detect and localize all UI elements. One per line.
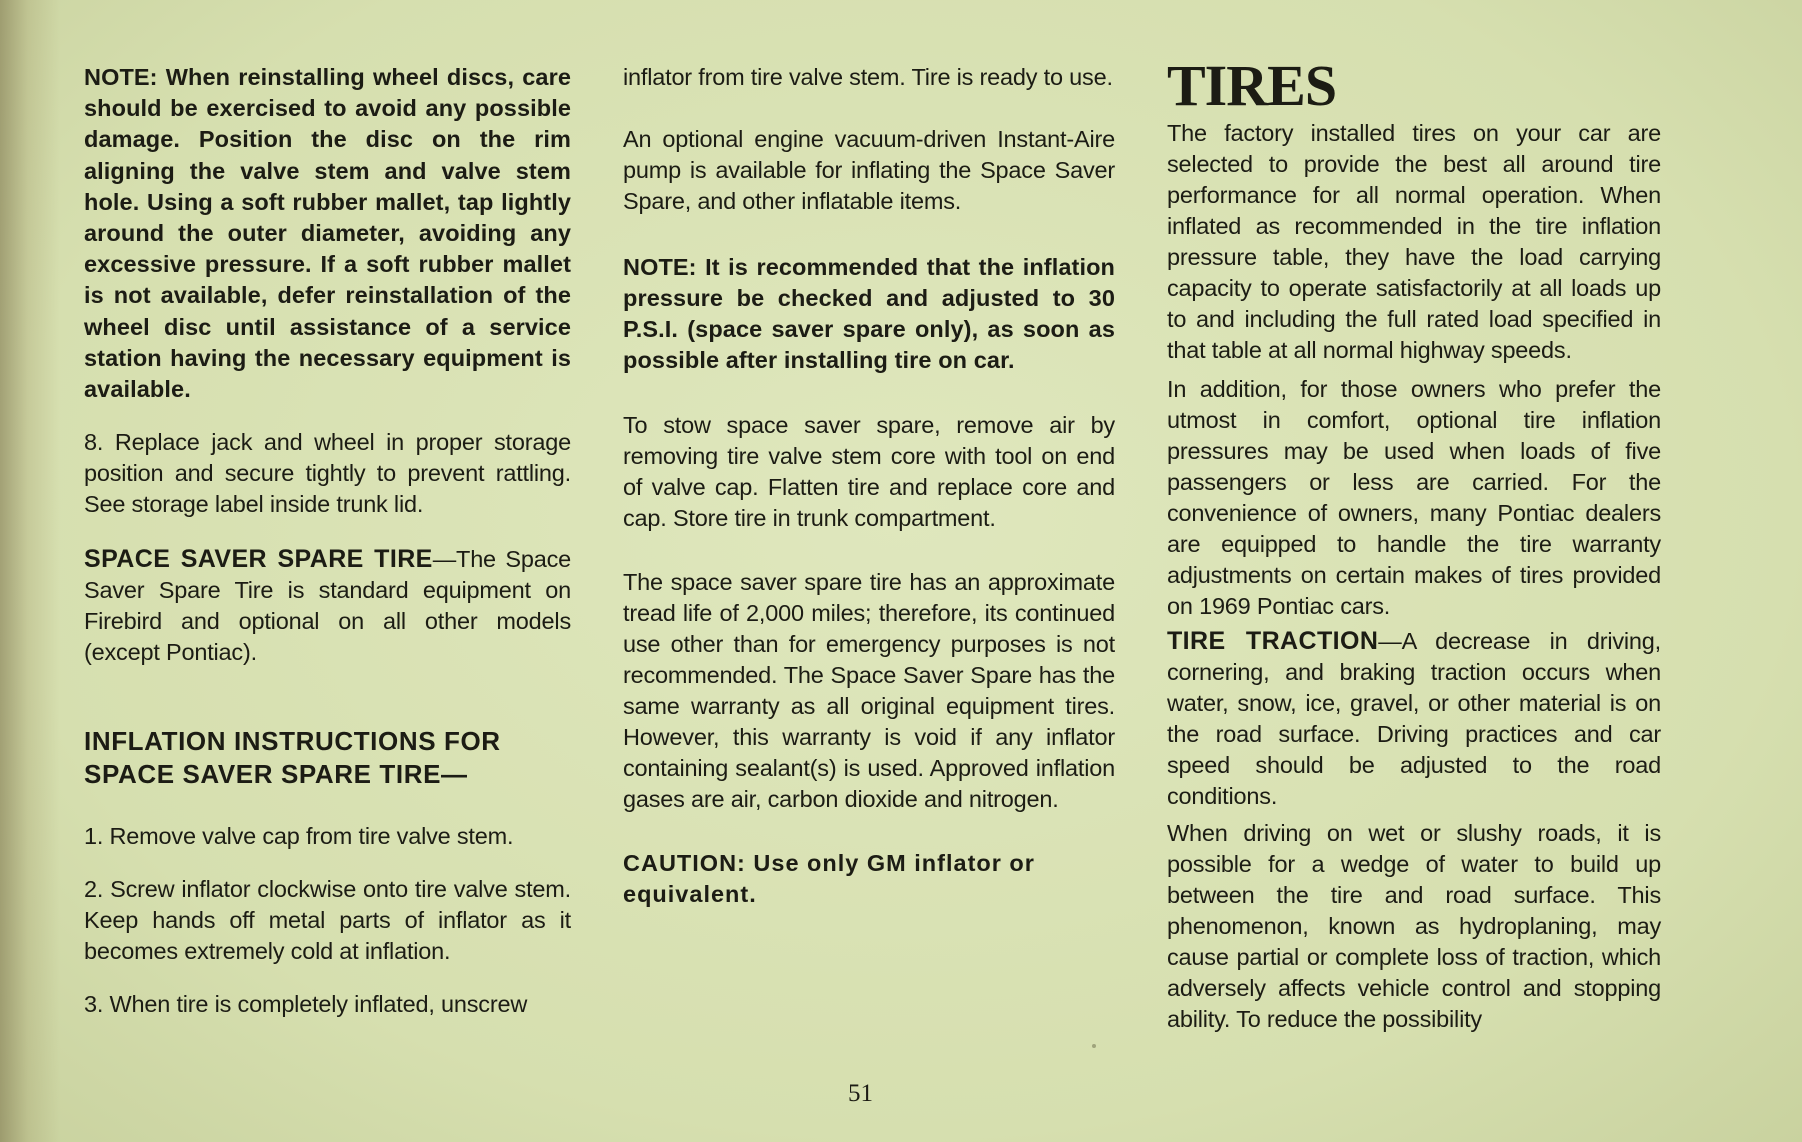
step-8-replace-jack: 8. Replace jack and wheel in proper storage position and secure tightly to prevent rattling. See storage label inside trunk lid. (84, 429, 571, 518)
tires-intro-paragraph: The factory installed tires on your car are selected to provide the best all around tire performance for all normal operation. When inflated as recommended in the tire inflation pressure table, they have the load carrying capacity to operate satisfactorily at all loads up to and including the full rated load specified in that table at all normal highway speeds. (1167, 120, 1661, 363)
tires-title: TIRES (1167, 53, 1337, 118)
instant-aire-paragraph: An optional engine vacuum-driven Instant-Aire pump is available for inflating the Space Saver Spare, and other inflatable items. (623, 126, 1115, 214)
space-saver-paragraph (84, 544, 571, 668)
right-column (1167, 53, 1661, 1035)
tire-traction-paragraph (1167, 626, 1661, 812)
note-wheel-discs: NOTE: When reinstalling wheel discs, care should be exercised to avoid any possible damage. Position the disc on the rim aligning the valve stem and valve stem hole. Using a soft rubber mallet, tap lightly around the outer diameter, avoiding any excessive pressure. If a soft rubber mallet is not available, defer reinstallation of the wheel disc until assistance of a service station having the necessary equipment is available. (84, 64, 571, 403)
inflation-heading-line-2: SPACE SAVER SPARE TIRE— (84, 759, 468, 790)
space-saver-body: —The Space Saver Spare Tire is standard equipment on Firebird and optional on all other models (except Pontiac). (84, 546, 571, 666)
inflator-continuation: inflator from tire valve stem. Tire is ready to use. (623, 64, 1113, 90)
step-3-unscrew: 3. When tire is completely inflated, unscrew (84, 991, 528, 1018)
comfort-paragraph: In addition, for those owners who prefer the utmost in comfort, optional tire inflation pressures may be used when loads of five passengers or less are carried. For the convenience of owners, many Pontiac dealers are equipped to handle the tire warranty adjustments on certain makes of tires provided on 1969 Pontiac cars. (1167, 376, 1661, 619)
space-saver-heading: SPACE SAVER SPARE TIRE (84, 545, 433, 574)
inflation-instructions-heading (84, 725, 571, 791)
tire-traction-heading: TIRE TRACTION (1167, 627, 1379, 655)
stow-spare-paragraph: To stow space saver spare, remove air by removing tire valve stem core with tool on end of valve cap. Flatten tire and replace core and cap. Store tire in trunk compartment. (623, 412, 1115, 531)
tire-traction-body: —A decrease in driving, cornering, and braking traction occurs when water, snow, ice, gravel, or other material is on the road surface. Driving practices and car speed should be adjusted to the road conditions. (1167, 628, 1661, 809)
step-2-screw-inflator: 2. Screw inflator clockwise onto tire valve stem. Keep hands off metal parts of inflator as it becomes extremely cold at inflation. (84, 876, 571, 965)
hydroplaning-paragraph: When driving on wet or slushy roads, it is possible for a wedge of water to build up between the tire and road surface. This phenomenon, known as hydroplaning, may cause partial or complete loss of traction, which adversely affects vehicle control and stopping ability. To reduce the possibility (1167, 820, 1661, 1032)
print-speck (1092, 1044, 1096, 1048)
page-number: 51 (848, 1080, 873, 1107)
inflation-heading-line-1: INFLATION INSTRUCTIONS FOR (84, 726, 501, 757)
note-inflation-pressure: NOTE: It is recommended that the inflation pressure be checked and adjusted to 30 P.S.I. (space saver spare only), as soon as possible after installing tire on car. (623, 254, 1115, 373)
step-1-remove-cap: 1. Remove valve cap from tire valve stem. (84, 823, 514, 850)
tread-life-paragraph: The space saver spare tire has an approximate tread life of 2,000 miles; therefore, its continued use other than for emergency purposes is not recommended. The Space Saver Spare has the same warranty as all original equipment tires. However, this warranty is void if any inflator containing sealant(s) is used. Approved inflation gases are air, carbon dioxide and nitrogen. (623, 569, 1115, 812)
middle-column (623, 62, 1115, 910)
left-column (84, 62, 571, 1020)
caution-inflator: CAUTION: Use only GM inflator or equivalent. (623, 850, 1035, 907)
